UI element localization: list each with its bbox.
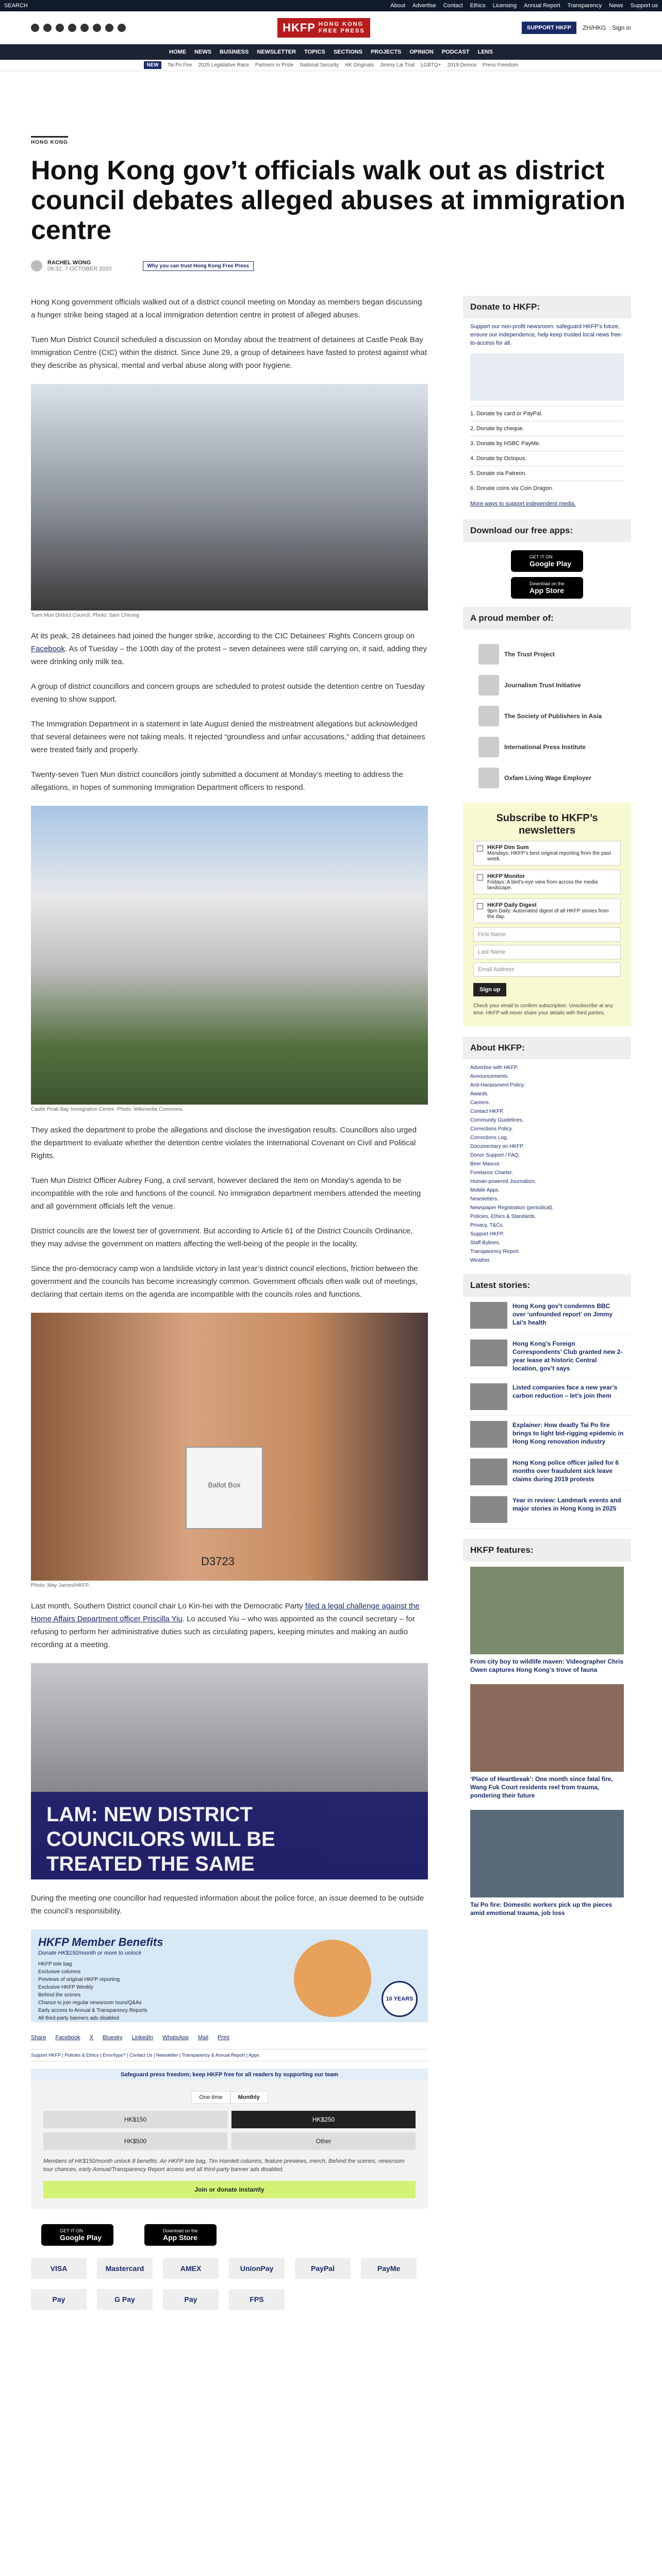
- anniversary-badge: 10 YEARS: [382, 1981, 418, 2017]
- donation-note: Members of HK$150/month unlock 8 benefits: An HKFP tote bag, Tim Hamlett columns, feature previews, merch, Behind the scenes, newsroom tour chances, early Annual/Transparency Report access and all third-party banner ads disabled.: [43, 2158, 405, 2173]
- feature-image: [470, 1810, 624, 1897]
- byline: [31, 260, 631, 272]
- masthead: [0, 11, 662, 44]
- story-thumbnail: [470, 1302, 507, 1329]
- subnav-item[interactable]: Partners in Pride: [255, 62, 294, 68]
- photo-caption: Tuen Mun District Council. Photo: Sam Cheung: [31, 613, 139, 618]
- publish-date: 09:32, 7 OCTOBER 2020: [47, 266, 112, 272]
- app-store-links: [41, 2224, 428, 2246]
- newsletter-option[interactable]: HKFP Monitor Fridays: A bird’s-eye view from across the media landscape.: [473, 870, 621, 894]
- share-bar: [31, 2035, 428, 2041]
- video-embed[interactable]: [31, 1663, 428, 1879]
- social-icons: [31, 24, 126, 32]
- app-store-button[interactable]: Download on the App Store: [511, 577, 583, 599]
- member-org[interactable]: The Society of Publishers in Asia: [478, 705, 616, 727]
- checkbox[interactable]: [477, 874, 483, 880]
- nav-item[interactable]: OPINION: [409, 49, 434, 55]
- paragraph: Since the pro-democracy camp won a landslide victory in last year’s district council elections, friction between the government and the councils has become increasingly common. Government officials often walk out of meetings, declaring that certain items on the agenda are incompatible with the councils roles and functions.: [31, 1264, 418, 1299]
- share-whatsapp[interactable]: WhatsApp: [162, 2035, 189, 2041]
- feature-story[interactable]: ‘Place of Heartbreak’: One month since fatal fire, Wang Fuk Court residents reel from trauma, pondering their future: [463, 1679, 631, 1805]
- payme-icon: PayMe: [361, 2258, 417, 2279]
- paragraph: District councils are the lowest tier of government. But according to Article 61 of the District Councils Ordinance, they may advise the government on matters affecting the well-being of the people in the locality.: [31, 1227, 413, 1248]
- newsletter-option[interactable]: HKFP Dim Sum Mondays: HKFP’s best original reporting from the past week.: [473, 841, 621, 866]
- checkbox[interactable]: [477, 903, 483, 909]
- first-name-input[interactable]: First Name: [473, 927, 621, 942]
- amex-icon: AMEX: [163, 2258, 219, 2279]
- facebook-link[interactable]: Facebook: [31, 645, 65, 653]
- nav-item[interactable]: BUSINESS: [220, 49, 249, 55]
- top-link[interactable]: Support us: [630, 3, 658, 9]
- top-link[interactable]: About: [390, 3, 405, 9]
- samsung-pay-icon: Pay: [163, 2289, 219, 2310]
- share-x[interactable]: X: [89, 2035, 94, 2041]
- top-link[interactable]: Advertise: [412, 3, 436, 9]
- paragraph: Tuen Mun District Officer Aubrey Fung, a civil servant, however declared the item on Monday’s agenda to be incompatible with the role and functions of the council. No immigration department members attended the meeting and all government officials left the venue.: [31, 1176, 421, 1211]
- nav-item[interactable]: NEWSLETTER: [257, 49, 296, 55]
- payment-methods: [31, 2258, 428, 2310]
- author-name[interactable]: RACHEL WONG: [47, 260, 91, 266]
- linkedin-icon[interactable]: [105, 24, 113, 32]
- nav-item[interactable]: PODCAST: [441, 49, 470, 55]
- x-icon[interactable]: [43, 24, 52, 32]
- new-badge: NEW: [144, 61, 161, 69]
- ad-subtitle: Donate HK$150/month or more to unlock: [38, 1950, 141, 1956]
- nav-item[interactable]: PROJECTS: [371, 49, 402, 55]
- newsletter-note: Check your email to confirm subscription. Unsubscribe at any time. HKFP will never share your details with third parties.: [473, 1003, 614, 1016]
- legal-challenge-link[interactable]: filed a legal challenge against the Home Affairs Department officer Priscilla Yiu: [31, 1602, 420, 1623]
- article-title: Hong Kong gov’t officials walk out as district council debates alleged abuses at immigration centre: [31, 156, 625, 245]
- council-photo: [31, 384, 428, 611]
- donate-method[interactable]: 4. Donate by Octopus.: [470, 451, 624, 466]
- donate-method[interactable]: 6. Donate coins via Coin Dragon.: [470, 481, 624, 496]
- nav-item[interactable]: SECTIONS: [333, 49, 363, 55]
- mastercard-icon: Mastercard: [97, 2258, 153, 2279]
- ballot-box: [186, 1447, 263, 1529]
- support-banner[interactable]: Safeguard press freedom; keep HKFP free for all readers by supporting our team: [31, 2069, 428, 2081]
- rss-icon[interactable]: [118, 24, 126, 32]
- share-mail[interactable]: Mail: [197, 2035, 209, 2041]
- sidebar-heading: Latest stories:: [463, 1274, 631, 1297]
- feature-image: [470, 1684, 624, 1772]
- sidebar-heading: HKFP features:: [463, 1539, 631, 1562]
- member-org[interactable]: International Press Institute: [478, 736, 616, 758]
- feature-story[interactable]: Tai Po fire: Domestic workers pick up the pieces amid emotional trauma, job loss: [463, 1805, 631, 1922]
- youtube-icon[interactable]: [93, 24, 101, 32]
- amount-option-selected[interactable]: HK$250: [231, 2111, 416, 2128]
- donate-method[interactable]: 2. Donate by cheque.: [470, 421, 624, 436]
- ballot-box-photo: [31, 1313, 428, 1581]
- sidebar-heading: Donate to HKFP:: [463, 296, 631, 318]
- sidebar-heading: Download our free apps:: [463, 519, 631, 542]
- member-org[interactable]: Journalism Trust Initiative: [478, 674, 616, 697]
- category-label[interactable]: HONG KONG: [31, 136, 68, 145]
- article-footer-links[interactable]: Support HKFP | Policies & Ethics | Error/typo? | Contact Us | Newsletter | Transparency & Annual Report | Apps: [31, 2049, 428, 2061]
- nav-item[interactable]: NEWS: [194, 49, 212, 55]
- oxfam-logo: [478, 768, 499, 788]
- threads-icon[interactable]: [68, 24, 76, 32]
- share-link[interactable]: Share: [31, 2035, 46, 2041]
- sub-nav: [0, 60, 662, 71]
- latest-story[interactable]: Explainer: How deadly Tai Po fire brings to light bid-rigging epidemic in Hong Kong renovation industry: [463, 1416, 631, 1453]
- latest-story[interactable]: Hong Kong police officer jailed for 6 months over fraudulent sick leave claims during 2019 protests: [463, 1453, 631, 1491]
- paragraph: Tuen Mun District Council scheduled a discussion on Monday about the treatment of detainees at Castle Peak Bay Immigration Centre (CIC) within the district. Since June 29, a group of detainees have fasted to protest against what they describe as physical, mental and verbal abuse along with poor hygiene.: [31, 335, 427, 370]
- amount-other[interactable]: Other: [231, 2132, 416, 2150]
- paypal-icon: PayPal: [295, 2258, 351, 2279]
- top-link[interactable]: Contact: [443, 3, 463, 9]
- signup-button[interactable]: Sign up: [473, 983, 506, 996]
- instagram-icon[interactable]: [56, 24, 64, 32]
- story-thumbnail: [470, 1496, 507, 1523]
- top-link[interactable]: Annual Report: [524, 3, 560, 9]
- paragraph: They asked the department to probe the allegations and disclose the investigation results. Councillors also urged the department to evaluate whether the detention centre violates the International Covenant on Civil and Political Rights.: [31, 1126, 417, 1160]
- subnav-item[interactable]: Jimmy Lai Trial: [380, 62, 415, 68]
- subnav-item[interactable]: National Security: [300, 62, 339, 68]
- bluesky-icon[interactable]: [80, 24, 89, 32]
- subnav-item[interactable]: Press Freedom: [483, 62, 518, 68]
- trust-project-logo: [478, 644, 499, 665]
- latest-story[interactable]: Listed companies face a new year’s carbon reduction – let’s join them: [463, 1378, 631, 1416]
- sopa-logo: [478, 706, 499, 726]
- latest-story[interactable]: Hong Kong gov’t condemns BBC over ‘unfounded report’ on Jimmy Lai’s health: [463, 1297, 631, 1334]
- benefit-list: HKFP tote bag Exclusive columns Previews of original HKFP reporting Exclusive HKFP Weekly Behind the scenes Chance to join regular newsroom tours/Q&As Early access to Annual & Transparency Reports All third-party banners ads disabled: [38, 1961, 147, 2021]
- donate-method[interactable]: 3. Donate by HSBC PayMe.: [470, 436, 624, 451]
- story-thumbnail: [470, 1459, 507, 1485]
- visa-icon: VISA: [31, 2258, 87, 2279]
- nav-item[interactable]: HOME: [169, 49, 187, 55]
- more-ways-link[interactable]: More ways to support independent media.: [470, 501, 576, 507]
- avatar: [31, 260, 42, 272]
- amount-option[interactable]: HK$500: [43, 2132, 227, 2150]
- donate-text[interactable]: Support our non-profit newsroom: safeguard HKFP’s future, ensure our independence, help keep trusted local news free-to-access for all.: [470, 324, 623, 346]
- checkbox[interactable]: [477, 845, 483, 852]
- video-overlay: LAM: NEW DISTRICT COUNCILORS WILL BE TREATED THE SAME: [31, 1792, 428, 1879]
- member-org[interactable]: Oxfam Living Wage Employer: [478, 767, 616, 789]
- ballot-box-number: D3723: [201, 1555, 235, 1568]
- paragraph: At its peak, 28 detainees had joined the hunger strike, according to the CIC Detainees’ Rights Concern group on Facebook. As of Tuesday – the 100th day of the protest – seven detainees were still carrying on, it said, adding they were drinking only milk tea.: [31, 632, 427, 666]
- tab-one-time[interactable]: One-time: [191, 2091, 230, 2104]
- nav-item[interactable]: LENS: [477, 49, 493, 55]
- photo-caption: Photo: May James/HKFP.: [31, 1583, 90, 1588]
- paragraph: Last month, Southern District council chair Lo Kin-hei with the Democratic Party filed a legal challenge against the Home Affairs Department officer Priscilla Yiu. Lo accused Yiu – who was appointed as the council secretary – for refusing to perform her administrative duties such as circulating papers, keeping minutes and making an audio recording at a meeting.: [31, 1602, 420, 1649]
- photo-caption: Castle Peak Bay Immigration Centre. Photo: Wikimedia Commons.: [31, 1107, 184, 1112]
- language-link[interactable]: ZH/HKG: [582, 24, 606, 31]
- latest-story[interactable]: Year in review: Landmark events and major stories in Hong Kong in 2025: [463, 1491, 631, 1529]
- subnav-item[interactable]: LGBTQ+: [420, 62, 441, 68]
- trust-link[interactable]: Why you can trust Hong Kong Free Press: [143, 261, 254, 271]
- about-list: Advertise with HKFP. Announcements. Anti-Harassment Policy. Awards. Careers. Contact HKFP. Community Guidelines. Corrections Policy. Corrections Log. Documentary on HKFP. Donor Support / FAQ. Beer Mascot. Freelance Charter. Human-powered Journalism. Mobile Apps. Newsletters. Newspaper Registration (periodical). Policies, Ethics & Standards. Privacy, T&Cs. Support HKFP. Staff Bylines. Transparency Report. Weather.: [470, 1065, 554, 1263]
- subnav-item[interactable]: HK Originals: [344, 62, 374, 68]
- story-thumbnail: [470, 1340, 507, 1366]
- search-link[interactable]: SEARCH: [4, 3, 28, 9]
- donate-method[interactable]: 5. Donate via Patreon.: [470, 466, 624, 481]
- story-thumbnail: [470, 1383, 507, 1410]
- jti-logo: [478, 675, 499, 696]
- donate-image: [470, 353, 624, 401]
- latest-story[interactable]: Hong Kong’s Foreign Correspondents’ Club granted new 2-year lease at historic Central location, gov’t says: [463, 1334, 631, 1378]
- sidebar: [463, 296, 631, 2310]
- join-button[interactable]: Join or donate instantly: [43, 2181, 416, 2198]
- donate-method[interactable]: 1. Donate by card or PayPal.: [470, 406, 624, 421]
- member-org[interactable]: The Trust Project: [478, 643, 616, 666]
- google-play-button[interactable]: GET IT ON Google Play: [41, 2224, 113, 2246]
- donation-panel: [31, 2081, 428, 2209]
- ballot-box-label: Ballot Box: [208, 1481, 241, 1489]
- newsletter-box: [463, 803, 631, 1026]
- apple-pay-icon: Pay: [31, 2289, 87, 2310]
- app-store-button[interactable]: Download on the App Store: [144, 2224, 217, 2246]
- facebook-icon[interactable]: [31, 24, 39, 32]
- paragraph: A group of district councillors and concern groups are scheduled to protest outside the detention centre on Tuesday evening to show support.: [31, 682, 425, 704]
- nav-item[interactable]: TOPICS: [304, 49, 325, 55]
- top-link[interactable]: Transparency: [567, 3, 602, 9]
- share-print[interactable]: Print: [218, 2035, 229, 2041]
- feature-image: [470, 1567, 624, 1654]
- google-play-button[interactable]: GET IT ON Google Play: [511, 550, 583, 572]
- share-bluesky[interactable]: Bluesky: [103, 2035, 123, 2041]
- newsletter-option[interactable]: HKFP Daily Digest 9pm Daily: Automated digest of all HKFP stories from the day.: [473, 899, 621, 923]
- last-name-input[interactable]: Last Name: [473, 945, 621, 959]
- paragraph: The Immigration Department in a statement in late August denied the mistreatment allegations but acknowledged that several detainees were not taking meals. It rejected “groundless and unfair accusations,” adding that detainees were treated fairly and properly.: [31, 720, 425, 754]
- subnav-item[interactable]: Tai Po Fire: [167, 62, 192, 68]
- donate-box: [463, 296, 631, 512]
- support-button[interactable]: SUPPORT HKFP: [522, 22, 576, 34]
- detention-centre-photo: [31, 806, 428, 1105]
- subnav-item[interactable]: 2019 Demos: [447, 62, 477, 68]
- top-link[interactable]: Licensing: [492, 3, 517, 9]
- ad-title: HKFP Member Benefits: [38, 1936, 163, 1948]
- paragraph: During the meeting one councillor had requested information about the police force, an issue deemed to be outside the council’s responsibility.: [31, 1894, 424, 1916]
- share-facebook[interactable]: Facebook: [55, 2035, 80, 2041]
- top-link[interactable]: Ethics: [470, 3, 486, 9]
- unionpay-icon: UnionPay: [229, 2258, 285, 2279]
- tab-monthly[interactable]: Monthly: [230, 2091, 268, 2104]
- email-input[interactable]: Email Address: [473, 962, 621, 977]
- fps-icon: FPS: [229, 2289, 285, 2310]
- top-bar: [0, 0, 662, 11]
- feature-story[interactable]: From city boy to wildlife maven: Videographer Chris Owen captures Hong Kong’s trove of fauna: [463, 1562, 631, 1679]
- sidebar-heading: About HKFP:: [463, 1037, 631, 1059]
- mascot-illustration: [294, 1940, 371, 2017]
- google-pay-icon: G Pay: [97, 2289, 153, 2310]
- member-benefits-ad[interactable]: [31, 1929, 428, 2022]
- sidebar-heading: A proud member of:: [463, 607, 631, 630]
- signin-link[interactable]: Sign in: [612, 24, 631, 31]
- article-body: [31, 296, 428, 2310]
- amount-option[interactable]: HK$150: [43, 2111, 227, 2128]
- share-linkedin[interactable]: LinkedIn: [131, 2035, 154, 2041]
- newsletter-heading: Subscribe to HKFP’s newsletters: [496, 812, 598, 836]
- paragraph: Hong Kong government officials walked out of a district council meeting on Monday as members began discussing a hunger strike being staged at a local immigration detention centre in protest of alleged abuses.: [31, 298, 422, 319]
- subnav-item[interactable]: 2025 Legislative Race: [198, 62, 249, 68]
- site-logo[interactable]: HKFP HONG KONG FREE PRESS: [277, 18, 370, 38]
- paragraph: Twenty-seven Tuen Mun district councillors jointly submitted a document at Monday’s meeting to address the allegations, in hopes of summoning Immigration Department officers to respond.: [31, 770, 403, 792]
- main-nav: [0, 44, 662, 60]
- ipi-logo: [478, 737, 499, 757]
- top-link[interactable]: News: [609, 3, 623, 9]
- story-thumbnail: [470, 1421, 507, 1448]
